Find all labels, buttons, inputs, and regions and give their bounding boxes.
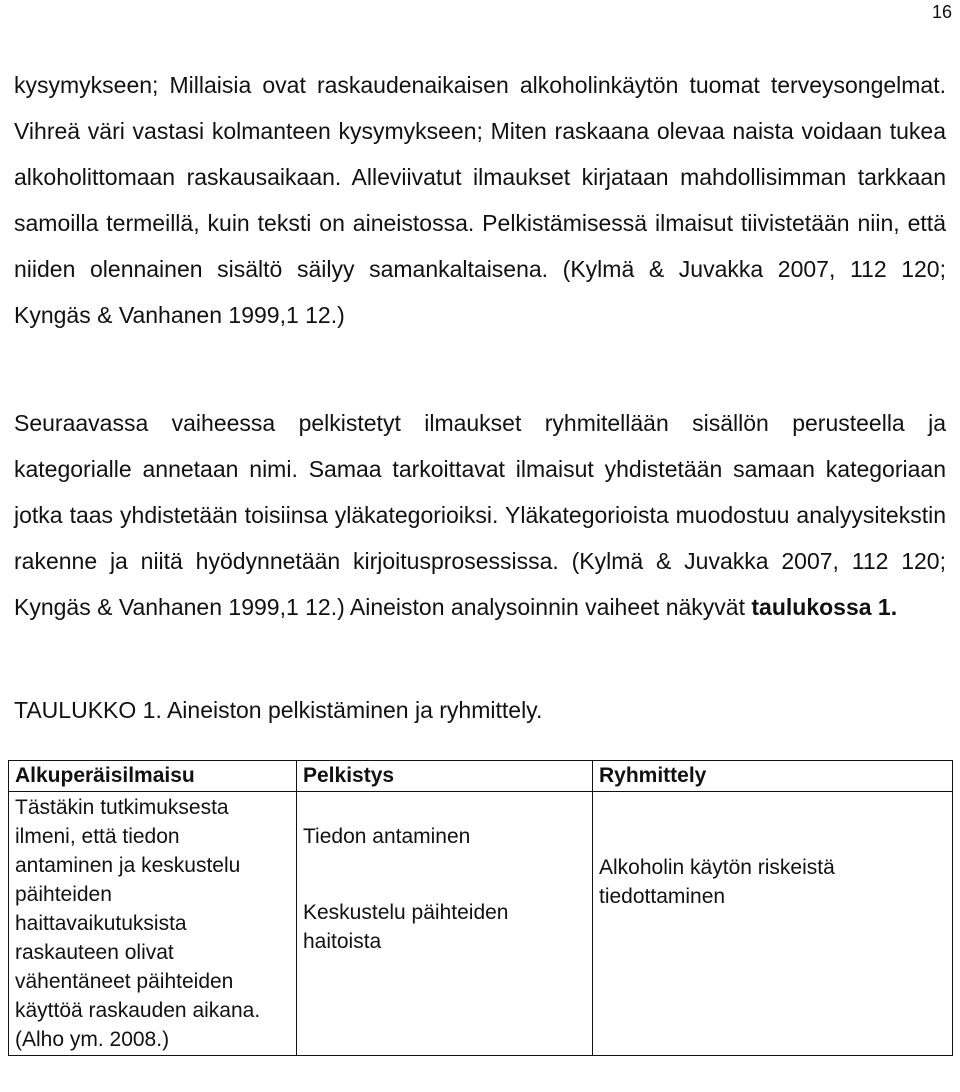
page-number: 16 <box>931 2 952 22</box>
table-header-row <box>9 761 953 792</box>
header-grouping: Ryhmittely <box>593 761 953 792</box>
table-reference: taulukossa 1. <box>751 594 898 620</box>
paragraph-grouping-text: Seuraavassa vaiheessa pelkistetyt ilmaukset ryhmitellään sisällön perusteella ja kategorialle annetaan nimi. Samaa tarkoittavat ilmaisut yhdistetään samaan kategoriaan jotka taas yhdistetään toisiinsa yläkategorioiksi. Yläkategorioista muodostuu analyysitekstin rakenne ja niitä hyödynnetään kirjoitusprosessissa. (Kylmä & Juvakka 2007, 112 120; Kyngäs & Vanhanen 1999,1 12.) Aineiston analysoinnin vaiheet näkyvät <box>14 410 946 620</box>
paragraph-method-description: kysymykseen; Millaisia ovat raskaudenaikaisen alkoholinkäytön tuomat terveysongelmat. Vihreä väri vastasi kolmanteen kysymykseen; Miten raskaana olevaa naista voidaan tukea alkoholittomaan raskausaikaan. Alleviivatut ilmaukset kirjataan mahdollisimman tarkkaan samoilla termeillä, kuin teksti on aineistossa. Pelkistämisessä ilmaisut tiivistetään niin, että niiden olennainen sisältö säilyy samankaltaisena. (Kylmä & Juvakka 2007, 112 120; Kyngäs & Vanhanen 1999,1 12.) <box>14 72 946 328</box>
grouping-text: Alkoholin käytön riskeistä tiedottaminen <box>599 856 835 908</box>
cell-original-expression <box>9 792 297 1056</box>
cell-grouping <box>593 792 953 1056</box>
header-original-expression: Alkuperäisilmaisu <box>9 761 297 792</box>
header-simplification: Pelkistys <box>297 761 593 792</box>
paragraph-grouping-description <box>14 400 946 630</box>
table-caption: TAULUKKO 1. Aineiston pelkistäminen ja ryhmittely. <box>14 697 543 723</box>
table-row <box>9 792 953 1056</box>
original-expression-text: Tästäkin tutkimuksesta ilmeni, että tiedon antaminen ja keskustelu päihteiden haittavaikutuksista raskauteen olivat vähentäneet päihteiden käyttöä raskauden aikana. (Alho ym. 2008.) <box>15 796 261 1051</box>
cell-simplification <box>297 792 593 1056</box>
analysis-table <box>8 760 953 1056</box>
simplification-2: Keskustelu päihteiden haitoista <box>303 901 509 953</box>
simplification-1: Tiedon antaminen <box>303 825 471 848</box>
